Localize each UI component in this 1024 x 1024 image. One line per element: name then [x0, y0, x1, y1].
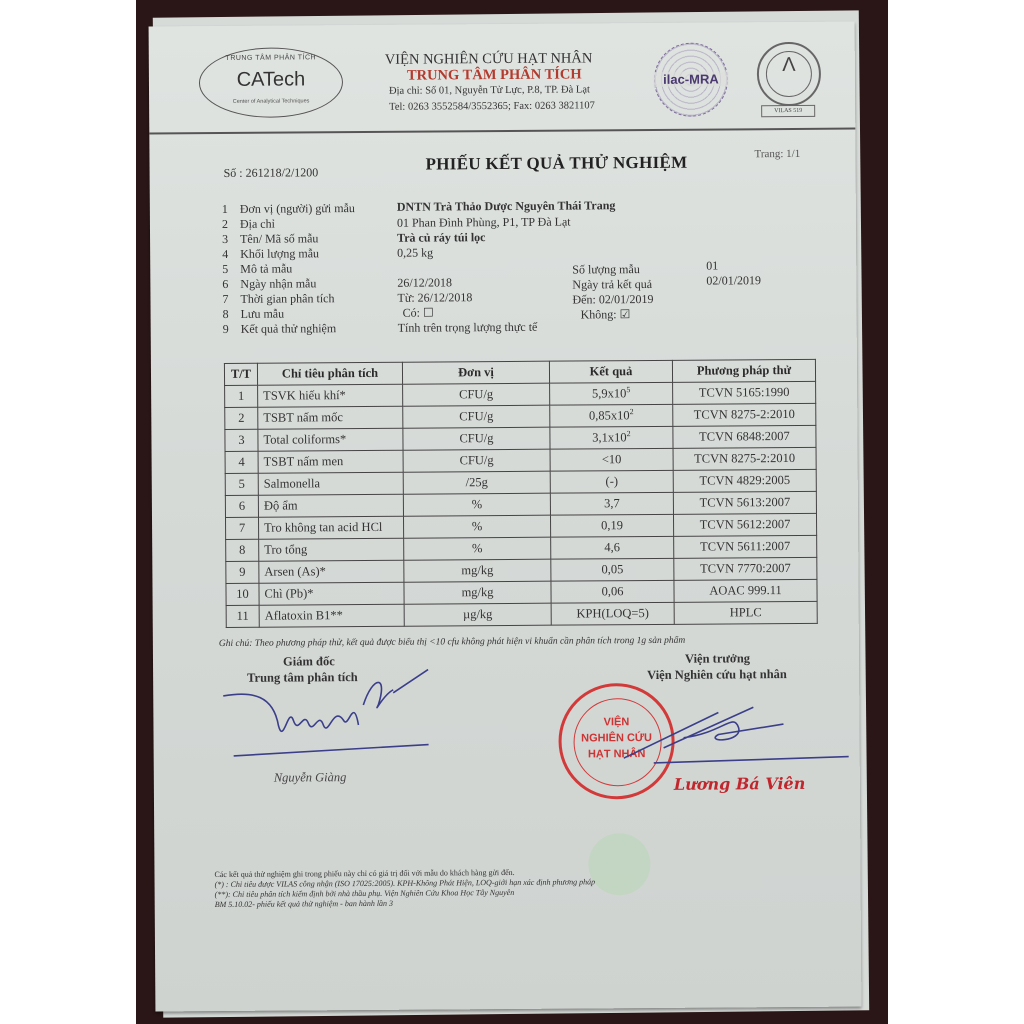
cell-unit: CFU/g — [403, 383, 550, 406]
cell-parameter: Salmonella — [258, 472, 403, 495]
right-signature-icon — [623, 702, 853, 774]
page-number: Trang: 1/1 — [754, 147, 801, 161]
cell-method: TCVN 4829:2005 — [673, 469, 816, 492]
received-date-value: 26/12/2018 — [397, 275, 453, 290]
footer-line: (*) : Chỉ tiêu được VILAS công nhận (ISO 17025:2005). KPH-Không Phát Hiện, LOQ-giới hạn xác định phương pháp — [214, 877, 596, 890]
cell-method: TCVN 5611:2007 — [674, 535, 817, 558]
storage-yes-value: Có: ☐ — [402, 305, 434, 320]
sample-name-value: Trà củ ráy túi lọc — [397, 230, 486, 245]
cell-tt: 4 — [225, 451, 258, 473]
result-value: 3,1x10 — [592, 430, 627, 445]
address-value: 01 Phan Đình Phùng, P1, TP Đà Lạt — [396, 214, 571, 230]
cell-parameter: Arsen (As)* — [259, 560, 404, 583]
cell-method: TCVN 6848:2007 — [673, 425, 816, 448]
result-exponent: 2 — [626, 429, 631, 439]
info-row-sample-name — [222, 231, 318, 247]
stamp-line: NGHIÊN CỨU — [581, 731, 653, 745]
center-name: TRUNG TÂM PHÂN TÍCH — [406, 66, 582, 84]
left-signer-title: Giám đốc — [282, 654, 335, 669]
cell-unit: % — [403, 515, 550, 538]
cell-result: KPH(LOQ=5) — [551, 602, 674, 625]
table-row — [226, 601, 817, 627]
cell-method: TCVN 5613:2007 — [673, 491, 816, 514]
stain — [588, 833, 650, 895]
cell-parameter: Aflatoxin B1** — [259, 604, 404, 627]
left-signer-department: Trung tâm phân tích — [247, 670, 358, 685]
result-value: 5,9x10 — [591, 386, 627, 401]
ilac-label: ilac-MRA — [653, 71, 729, 87]
cell-result: (-) — [550, 470, 673, 493]
cell-method: TCVN 5612:2007 — [673, 513, 816, 536]
background-left — [0, 0, 136, 1024]
cell-tt: 8 — [226, 539, 259, 561]
info-label: Khối lượng mẫu — [240, 246, 320, 261]
cell-result: <10 — [550, 448, 673, 471]
info-row-received-date — [222, 276, 316, 292]
test-report-page — [149, 22, 862, 1012]
cell-method: AOAC 999.11 — [674, 579, 817, 602]
cell-tt: 10 — [226, 583, 259, 605]
ilac-mra-logo-icon — [654, 42, 729, 117]
result-exponent: 2 — [629, 407, 634, 417]
result-exponent: 5 — [626, 385, 631, 395]
cell-unit: mg/kg — [404, 559, 551, 582]
footer-line: Các kết quả thử nghiệm ghi trong phiếu này chỉ có giá trị đối với mẫu do khách hàng gửi đến. — [214, 867, 515, 880]
background-right — [888, 0, 1024, 1024]
info-row-address — [222, 217, 275, 232]
cell-parameter: Total coliforms* — [258, 428, 403, 451]
sender-value: DNTN Trà Thảo Dược Nguyên Thái Trang — [396, 198, 616, 214]
cell-result — [550, 382, 673, 405]
info-row-result-basis — [223, 321, 337, 337]
analysis-end-value: Đến: 02/01/2019 — [572, 291, 654, 307]
catech-logo — [199, 47, 343, 118]
cell-method: HPLC — [674, 601, 817, 624]
document-number: Số : 261218/2/1200 — [223, 165, 319, 180]
logo-top-text: TRUNG TÂM PHÂN TÍCH — [225, 54, 317, 62]
cell-result: 0,05 — [551, 558, 674, 581]
info-num: 5 — [222, 261, 229, 276]
cell-parameter: TSBT nấm men — [258, 450, 403, 473]
sample-weight-value: 0,25 kg — [397, 245, 434, 260]
cell-tt: 3 — [225, 429, 258, 451]
info-num: 4 — [222, 246, 229, 261]
cell-method: TCVN 8275-2:2010 — [673, 403, 816, 426]
cell-tt: 6 — [225, 495, 258, 517]
info-label: Mô tả mẫu — [240, 261, 293, 276]
cell-unit: % — [403, 493, 550, 516]
cell-method: TCVN 8275-2:2010 — [673, 447, 816, 470]
col-header-result: Kết quả — [549, 360, 672, 383]
cell-tt: 11 — [226, 605, 259, 627]
logo-subtitle: Center of Analytical Techniques — [232, 98, 310, 105]
info-row-analysis-time — [222, 291, 334, 307]
return-date-value: 02/01/2019 — [706, 273, 762, 288]
info-num: 1 — [221, 201, 228, 216]
cell-result: 4,6 — [551, 536, 674, 559]
cell-parameter: TSVK hiếu khí* — [258, 384, 403, 407]
footer-line: (**): Chỉ tiêu phân tích kiểm định bởi nhà thầu phụ. Viện Nghiên Cứu Khoa Học Tây Nguyên — [214, 887, 515, 900]
cell-unit: CFU/g — [403, 405, 550, 428]
cell-tt: 7 — [225, 517, 258, 539]
col-header-method: Phương pháp thử — [672, 359, 815, 382]
sample-count-label: Số lượng mẫu — [572, 262, 640, 277]
info-num: 3 — [222, 231, 229, 246]
cell-method: TCVN 7770:2007 — [674, 557, 817, 580]
info-label: Địa chỉ — [239, 216, 275, 231]
cell-parameter: Độ ẩm — [258, 494, 403, 517]
cell-unit: % — [404, 537, 551, 560]
info-label: Ngày nhận mẫu — [240, 276, 317, 291]
info-label: Kết quả thử nghiệm — [240, 321, 337, 336]
col-header-unit: Đơn vị — [402, 361, 549, 384]
info-num: 6 — [222, 276, 229, 291]
return-date-label: Ngày trả kết quả — [572, 276, 653, 292]
cell-tt: 2 — [225, 407, 258, 429]
sample-count-value: 01 — [706, 258, 719, 273]
stamp-line: VIỆN — [603, 716, 630, 729]
logo-name: CATech — [236, 68, 306, 91]
cell-unit: CFU/g — [403, 427, 550, 450]
info-label: Tên/ Mã số mẫu — [240, 231, 319, 246]
cell-unit: µg/kg — [404, 603, 551, 626]
info-num: 9 — [222, 321, 229, 336]
cell-parameter: Chì (Pb)* — [259, 582, 404, 605]
accreditation-seal-icon — [757, 42, 821, 106]
cell-tt: 9 — [226, 561, 259, 583]
cell-result — [550, 404, 673, 427]
cell-unit: mg/kg — [404, 581, 551, 604]
left-signature-icon — [213, 664, 474, 766]
info-row-description — [222, 261, 292, 276]
phone-fax: Tel: 0263 3552584/3552365; Fax: 0263 3821107 — [389, 100, 595, 113]
cell-tt: 5 — [225, 473, 258, 495]
cell-unit: /25g — [403, 471, 550, 494]
footer-line: BM 5.10.02- phiếu kết quả thử nghiệm - ban hành lần 3 — [214, 898, 394, 910]
info-label: Thời gian phân tích — [240, 291, 335, 306]
document-title: PHIẾU KẾT QUẢ THỬ NGHIỆM — [425, 152, 688, 174]
info-row-sender — [222, 201, 355, 217]
info-num: 8 — [222, 306, 229, 321]
stamp-line: HẠT NHÂN — [587, 748, 646, 761]
col-header-parameter: Chỉ tiêu phân tích — [257, 362, 402, 385]
right-signer-name: Lương Bá Viên — [673, 773, 806, 794]
result-basis-value: Tính trên trọng lượng thực tế — [397, 319, 538, 335]
analysis-start-value: Từ: 26/12/2018 — [397, 290, 473, 305]
storage-no-value: Không: ☑ — [580, 307, 631, 322]
info-label: Lưu mẫu — [240, 306, 285, 321]
cell-tt: 1 — [225, 385, 258, 407]
info-row-storage — [223, 307, 285, 322]
cell-result: 3,7 — [550, 492, 673, 515]
info-num: 2 — [221, 216, 228, 231]
info-num: 7 — [222, 291, 229, 306]
results-table — [224, 359, 818, 628]
cell-parameter: Tro không tan acid HCl — [258, 516, 403, 539]
left-signer-name: Nguyễn Giàng — [273, 770, 347, 785]
right-signer-institute: Viện Nghiên cứu hạt nhân — [647, 667, 787, 683]
cell-result: 0,19 — [550, 514, 673, 537]
info-row-sample-weight — [222, 246, 319, 262]
cell-parameter: Tro tổng — [259, 538, 404, 561]
cell-result — [550, 426, 673, 449]
info-label: Đơn vị (người) gửi mẫu — [239, 201, 355, 216]
right-signer-title: Viện trưởng — [684, 651, 751, 666]
cell-method: TCVN 5165:1990 — [673, 381, 816, 404]
cell-result: 0,06 — [551, 580, 674, 603]
cell-unit: CFU/g — [403, 449, 550, 472]
cell-parameter: TSBT nấm mốc — [258, 406, 403, 429]
col-header-tt: T/T — [224, 363, 257, 385]
vilas-label: VILAS 519 — [761, 105, 815, 117]
seal-a-glyph: Λ — [782, 53, 796, 77]
institute-name: VIỆN NGHIÊN CỨU HẠT NHÂN — [384, 50, 593, 68]
header-divider — [149, 128, 855, 134]
address: Địa chỉ: Số 01, Nguyễn Tử Lực, P.8, TP. Đà Lạt — [388, 84, 590, 97]
table-note: Ghi chú: Theo phương pháp thử, kết quả được biểu thị <10 cfu không phát hiện vi khuẩn cần phân tích trong 1g sản phẩm — [218, 635, 686, 650]
result-value: 0,85x10 — [588, 408, 630, 423]
